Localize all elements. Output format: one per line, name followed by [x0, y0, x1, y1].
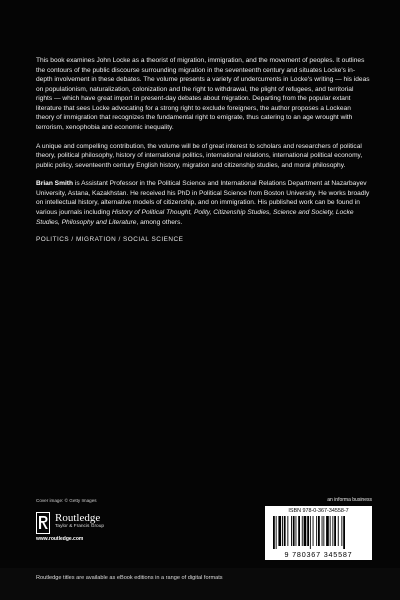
publisher-name: Routledge [55, 512, 101, 524]
publisher-url[interactable]: www.routledge.com [36, 536, 84, 542]
author-name: Brian Smith [36, 180, 74, 188]
publisher-group: Taylor & Francis Group [55, 524, 105, 529]
barcode-box [265, 506, 372, 560]
cover-image-credit: Cover image: © Getty Images [36, 498, 97, 503]
ebook-availability-note: Routledge titles are available as eBook editions in a range of digital formats [36, 575, 223, 581]
barcode-digits: 9 780367 345587 [284, 550, 353, 559]
author-bio-journals: History of Political Thought, Polity, Citizenship Studies, Science and Society, Locke Studies, Philosophy and Literature [36, 209, 354, 226]
author-bio-end: , among others. [136, 218, 183, 226]
text-block [36, 56, 371, 243]
author-bio [36, 179, 371, 227]
description-paragraph-1: This book examines John Locke as a theorist of migration, immigration, and the movement of peoples. It outlines the contours of the public discourse surrounding migration in the seventeenth century and situates Locke's in-depth involvement in these debates. The volume presents a variety of undercurrents in Locke's writing — his ideas on populationism, naturalization, colonization and the right to withdrawal, the plight of refugees, and territorial rights — which have great import in present-day debates about migration. Departing from the popular extant literature that sees Locke advocating for a strong right to exclude foreigners, the author proposes a Lockean theory of immigration that recognizes the fundamental right to emigrate, thus catering to an age wrought with terrorism, xenophobia and economic inequality. [36, 57, 370, 131]
barcode-icon [273, 516, 364, 549]
subject-categories: POLITICS / MIGRATION / SOCIAL SCIENCE [36, 236, 184, 244]
isbn-text: ISBN 978-0-367-34558-7 [288, 508, 349, 514]
author-bio-text: is Assistant Professor in the Political Science and International Relations Department at Nazarbayev University, Astana, Kazakhstan. He received his PhD in Political Science from Boston University. He works broadly on intellectual history, alternative models of citizenship, and on immigration. His published work can be found in various journals including [36, 180, 370, 217]
informa-tagline: an informa business [327, 497, 372, 503]
routledge-r-logo-icon [36, 512, 50, 534]
description-paragraph-2: A unique and compelling contribution, the volume will be of great interest to scholars and researchers of political theory, political philosophy, history of international politics, international relations, international political economy, public policy, seventeenth century English history, migration and citizenship studies, and moral philosophy. [36, 142, 363, 169]
footer-bar [0, 568, 400, 600]
publisher-block [36, 512, 104, 534]
